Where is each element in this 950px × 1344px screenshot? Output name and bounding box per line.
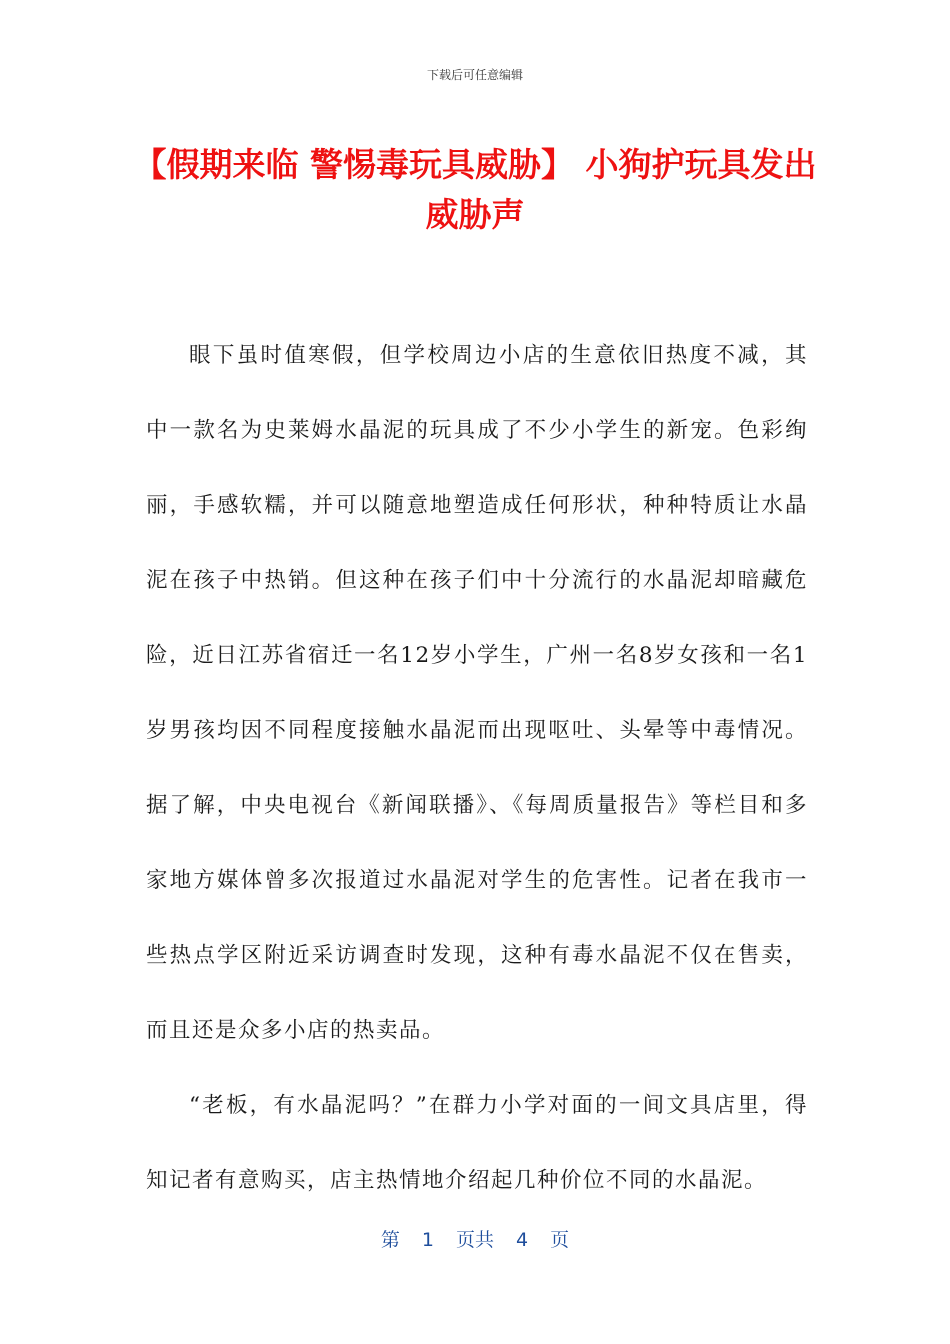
page-label-prefix: 第	[380, 1229, 400, 1251]
header-note: 下载后可任意编辑	[426, 68, 523, 82]
document-title: 【假期来临 警惕毒玩具威胁】 小狗护玩具发出威胁声	[133, 145, 817, 234]
page-total-number: 4	[516, 1229, 529, 1251]
page-current-number: 1	[421, 1229, 434, 1251]
page-label-mid: 页共	[455, 1229, 494, 1251]
page-footer	[0, 1225, 950, 1252]
paragraph-2: “老板，有水晶泥吗？”在群力小学对面的一间文具店里，得知记者有意购买，店主热情地介绍起几种价位不同的水晶泥。	[146, 1093, 808, 1193]
page-label-suffix: 页	[550, 1229, 570, 1251]
document-body	[146, 318, 808, 1218]
paragraph-1: 眼下虽时值寒假，但学校周边小店的生意依旧热度不减，其中一款名为史莱姆水晶泥的玩具成了不少小学生的新宠。色彩绚丽，手感软糯，并可以随意地塑造成任何形状，种种特质让水晶泥在孩子中热销。但这种在孩子们中十分流行的水晶泥却暗藏危险，近日江苏省宿迁一名12岁小学生，广州一名8岁女孩和一名1岁男孩均因不同程度接触水晶泥而出现呕吐、头晕等中毒情况。据了解，中央电视台《新闻联播》、《每周质量报告》等栏目和多家地方媒体曾多次报道过水晶泥对学生的危害性。记者在我市一些热点学区附近采访调查时发现，这种有毒水晶泥不仅在售卖，而且还是众多小店的热卖品。	[146, 343, 808, 1043]
